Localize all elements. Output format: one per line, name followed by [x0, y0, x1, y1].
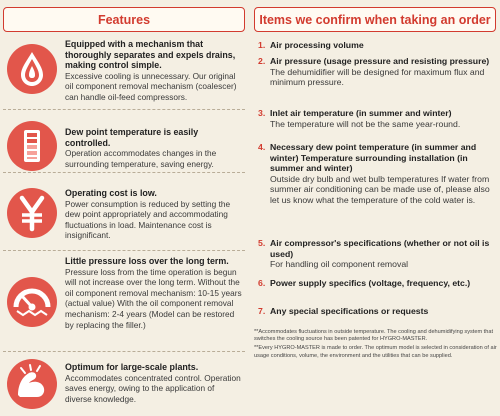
feature-title-2: Dew point temperature is easily controlled.	[65, 127, 199, 148]
features-header	[3, 7, 245, 32]
feature-desc-3: Power consumption is reduced by setting the dew point appropriately and accommodating fluctuations in load. Maintenance cost is insignificant.	[65, 198, 231, 241]
feature-block-4	[3, 253, 245, 352]
footnotes	[254, 329, 498, 362]
footnote-1: **Accommodates fluctuations in outside temperature. The cooling and dehumidifying system that switches the cooling source has been patented for HYGRO-MASTER.	[254, 329, 494, 343]
features-header-label: Features	[97, 12, 151, 27]
feature-desc-5: Accommodates concentrated control. Operation saves energy, owing to the application of diverse knowledge.	[65, 372, 241, 404]
feature-desc-2: Operation accommodates changes in the surrounding temperature, saving energy.	[65, 148, 217, 169]
order-item-title: Air compressor's specifications (whether or not oil is used)	[270, 238, 490, 259]
order-item-desc: For handling oil component removal	[270, 259, 409, 270]
order-item-2	[258, 56, 496, 88]
order-item-number: 3.	[258, 108, 266, 118]
order-item-title: Air processing volume	[270, 40, 364, 50]
feature-block-1	[3, 36, 245, 110]
order-items-header	[254, 7, 496, 32]
feature-text-4	[65, 256, 243, 330]
order-item-desc: The temperature will not be the same year-round.	[270, 118, 461, 129]
feature-block-2	[3, 121, 245, 173]
order-item-number: 2.	[258, 56, 266, 66]
order-item-desc: The dehumidifier will be designed for maximum flux and minimum pressure.	[270, 66, 485, 88]
order-item-title: Inlet air temperature (in summer and winter)	[270, 108, 452, 118]
feature-text-2	[65, 127, 243, 169]
order-item-title: Any special specifications or requests	[270, 306, 429, 316]
order-item-desc: Outside dry bulb and wet bulb temperatures If water from summer air conditioning can be made use of, please also let us know what the temperature of the cold water is.	[270, 173, 490, 205]
order-item-5	[258, 238, 496, 270]
order-item-number: 6.	[258, 278, 266, 288]
order-item-number: 4.	[258, 142, 266, 152]
order-item-4	[258, 142, 496, 206]
footnote-2: **Every HYGRO-MASTER is made to order. The optimum model is selected in consideration of air usage conditions, volume, the environment and the utilities that can be supplied.	[254, 345, 497, 359]
feature-title-4: Little pressure loss over the long term.	[65, 256, 229, 266]
order-item-title: Air pressure (usage pressure and resisting pressure)	[270, 56, 490, 66]
feature-title-5: Optimum for large-scale plants.	[65, 362, 199, 372]
yen-icon	[7, 188, 57, 238]
order-item-title: Power supply specifics (voltage, frequency, etc.)	[270, 278, 471, 288]
order-items-header-label: Items we confirm when taking an order	[259, 12, 491, 27]
order-item-1	[258, 40, 496, 51]
feature-desc-1: Excessive cooling is unnecessary. Our original oil component removal mechanism (coalescer) can handle oil-feed compressors.	[65, 70, 237, 102]
feature-title-3: Operating cost is low.	[65, 188, 157, 198]
order-item-6	[258, 278, 496, 289]
feature-text-3	[65, 188, 243, 241]
order-item-title: Necessary dew point temperature (in summer and winter) Temperature surrounding installation (in summer and winter)	[270, 142, 477, 174]
drop-icon	[7, 44, 57, 94]
order-item-7	[258, 306, 496, 317]
feature-text-1	[65, 39, 243, 103]
meter-icon	[7, 121, 57, 171]
order-item-number: 7.	[258, 306, 266, 316]
order-item-number: 1.	[258, 40, 266, 50]
gauge-icon	[7, 277, 57, 327]
feature-block-3	[3, 185, 245, 251]
feature-text-5	[65, 362, 243, 404]
feature-title-1: Equipped with a mechanism that thoroughly separates and expels drains, making control simple.	[65, 39, 236, 71]
order-item-3	[258, 108, 496, 129]
feature-block-5	[3, 355, 245, 416]
order-item-number: 5.	[258, 238, 266, 248]
feature-desc-4: Pressure loss from the time operation is begun will not increase over the long term. Without the oil component removal mechanism: 10-15 years (actual value) With the oil component removal mechanism: 2-4 years (Model can be restored by replacing the filler.)	[65, 266, 242, 330]
strength-icon	[7, 359, 57, 409]
